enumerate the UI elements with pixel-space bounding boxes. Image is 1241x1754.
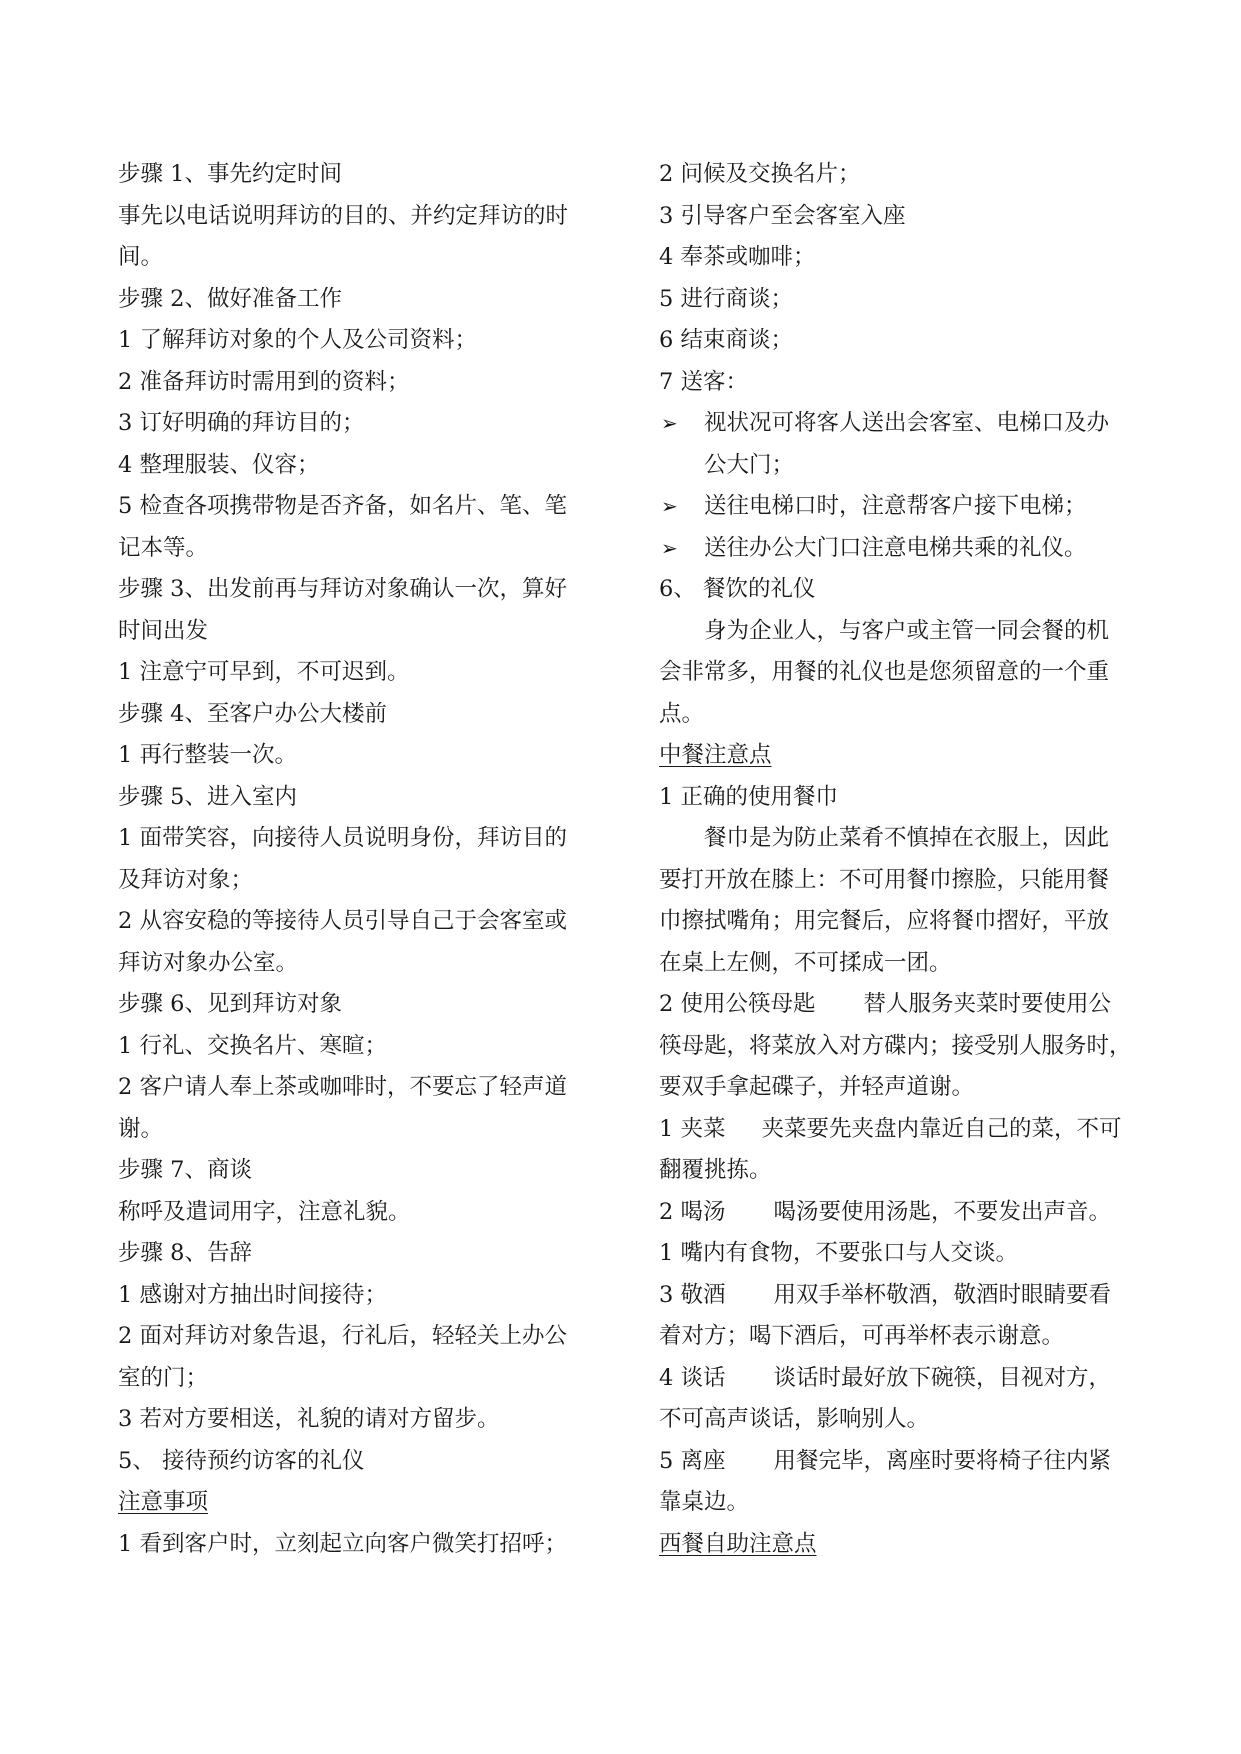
talk-label: 4 谈话 (659, 1364, 726, 1391)
step-2-heading: 步骤 2、做好准备工作 (118, 285, 342, 312)
paragraph-line: 称呼及遣词用字，注意礼貌。 (118, 1198, 411, 1225)
arrow-bullet-icon: ➢ (661, 411, 678, 435)
list-item: 4 整理服装、仪容； (118, 451, 320, 478)
left-column (118, 154, 616, 1565)
step-6-heading: 步骤 6、见到拜访对象 (118, 991, 342, 1017)
chinese-meal-heading (659, 735, 1159, 777)
list-item: 1 行礼、交换名片、寒暄； (118, 1032, 387, 1059)
paragraph-line: 着对方；喝下酒后，可再举杯表示谢意。 (659, 1323, 1065, 1349)
list-item: 拜访对象办公室。 (118, 949, 299, 976)
paragraph-line: 要双手拿起碟子，并轻声道谢。 (659, 1074, 975, 1100)
bullet-text: 送往电梯口时，注意帮客户接下电梯； (704, 493, 1087, 519)
toast-text: 用双手举杯敬酒，敬酒时眼睛要看 (773, 1281, 1111, 1308)
list-item: 1 注意宁可早到，不可迟到。 (118, 659, 410, 685)
leave-seat-item (659, 1441, 1159, 1483)
paragraph-line: 会非常多，用餐的礼仪也是您须留意的一个重 (659, 659, 1110, 685)
list-item: 5 进行商谈； (659, 285, 793, 312)
bullet-item (659, 528, 1159, 570)
list-item: 及拜访对象； (118, 866, 254, 893)
paragraph-line: 不可高声谈话，影响别人。 (659, 1406, 930, 1432)
paragraph-line: 在桌上左侧，不可揉成一团。 (659, 949, 952, 976)
soup-text: 喝汤要使用汤匙，不要发出声音。 (773, 1198, 1111, 1225)
list-item: 2 问候及交换名片； (659, 161, 861, 187)
bullet-item (659, 403, 1159, 445)
soup-label: 2 喝汤 (659, 1198, 726, 1225)
list-item: 1 嘴内有食物，不要张口与人交谈。 (659, 1240, 1018, 1266)
pick-food-item (659, 1109, 1159, 1151)
leave-seat-text: 用餐完毕，离座时要将椅子往内紧 (773, 1447, 1111, 1474)
list-item: 3 若对方要相送，礼貌的请对方留步。 (118, 1406, 500, 1432)
step-7-heading: 步骤 7、商谈 (118, 1157, 252, 1183)
arrow-bullet-icon: ➢ (661, 535, 678, 560)
bullet-text: 视状况可将客人送出会客室、电梯口及办 (704, 410, 1110, 436)
paragraph-line: 巾擦拭嘴角；用完餐后，应将餐巾摺好，平放 (659, 908, 1110, 934)
napkin-title: 1 正确的使用餐巾 (659, 783, 838, 810)
list-item: 2 客户请人奉上茶或咖啡时，不要忘了轻声道 (118, 1074, 567, 1100)
paragraph-line: 事先以电话说明拜访的目的、并约定拜访的时 (118, 202, 569, 229)
list-item: 2 面对拜访对象告退，行礼后，轻轻关上办公 (118, 1323, 567, 1349)
chopsticks-text: 替人服务夹菜时要使用公 (863, 991, 1111, 1017)
chopsticks-label: 2 使用公筷母匙 (659, 991, 816, 1017)
arrow-bullet-icon: ➢ (661, 494, 678, 518)
step-5-heading: 步骤 5、进入室内 (118, 783, 297, 810)
section-6-heading: 6、 餐饮的礼仪 (659, 576, 816, 602)
toast-label: 3 敬酒 (659, 1281, 726, 1308)
paragraph-line: 筷母匙，将菜放入对方碟内；接受别人服务时， (659, 1032, 1132, 1059)
paragraph-line: 餐巾是为防止菜肴不慎掉在衣服上，因此 (704, 825, 1110, 851)
bullet-item (659, 486, 1159, 528)
western-buffet-heading-text: 西餐自助注意点 (659, 1530, 817, 1557)
paragraph-line: 要打开放在膝上：不可用餐巾擦脸，只能用餐 (659, 866, 1110, 893)
list-item: 1 面带笑容，向接待人员说明身份，拜访目的 (118, 825, 567, 851)
list-item: 1 感谢对方抽出时间接待； (118, 1281, 387, 1308)
chinese-meal-heading-text: 中餐注意点 (659, 742, 772, 768)
pick-food-label: 1 夹菜 (659, 1115, 726, 1142)
paragraph-line: 点。 (659, 700, 705, 727)
step-1-heading: 步骤 1、事先约定时间 (118, 161, 342, 187)
pick-food-text: 夹菜要先夹盘内靠近自己的菜，不可 (761, 1115, 1122, 1142)
step-4-heading: 步骤 4、至客户办公大楼前 (118, 700, 387, 727)
list-item: 记本等。 (118, 534, 209, 561)
list-item: 1 再行整装一次。 (118, 742, 297, 768)
toast-item (659, 1275, 1159, 1317)
leave-seat-label: 5 离座 (659, 1447, 726, 1474)
list-item: 1 看到客户时，立刻起立向客户微笑打招呼； (118, 1530, 567, 1557)
notes-heading-text: 注意事项 (118, 1489, 209, 1515)
talk-item (659, 1358, 1159, 1400)
paragraph-line: 间。 (118, 244, 164, 270)
step-8-heading: 步骤 8、告辞 (118, 1240, 252, 1266)
list-item: 谢。 (118, 1115, 164, 1142)
list-item: 3 订好明确的拜访目的； (118, 410, 365, 436)
bullet-text: 送往办公大门口注意电梯共乘的礼仪。 (704, 534, 1087, 561)
western-buffet-heading (659, 1524, 1159, 1566)
list-item: 2 准备拜访时需用到的资料； (118, 368, 410, 395)
list-item: 3 引导客户至会客室入座 (659, 202, 906, 229)
list-item: 7 送客： (659, 368, 748, 395)
list-item: 室的门； (118, 1364, 209, 1391)
chopsticks-item (659, 984, 1159, 1026)
list-item: 5 检查各项携带物是否齐备，如名片、笔、笔 (118, 493, 567, 519)
list-item: 4 奉茶或咖啡； (659, 244, 816, 270)
section-5-heading: 5、 接待预约访客的礼仪 (118, 1447, 365, 1474)
paragraph-line: 靠桌边。 (659, 1489, 750, 1515)
notes-heading (118, 1482, 616, 1524)
list-item: 6 结束商谈； (659, 327, 793, 353)
soup-item (659, 1192, 1159, 1234)
paragraph-line: 翻覆挑拣。 (659, 1157, 772, 1183)
paragraph-line: 身为企业人，与客户或主管一同会餐的机 (704, 617, 1110, 644)
bullet-continuation: 公大门； (704, 451, 795, 478)
step-3-heading: 步骤 3、出发前再与拜访对象确认一次，算好 (118, 576, 567, 602)
list-item: 2 从容安稳的等接待人员引导自己于会客室或 (118, 908, 567, 934)
right-column (659, 154, 1159, 1565)
step-3-heading: 时间出发 (118, 617, 209, 644)
list-item: 1 了解拜访对象的个人及公司资料； (118, 327, 477, 353)
talk-text: 谈话时最好放下碗筷，目视对方， (773, 1364, 1111, 1391)
